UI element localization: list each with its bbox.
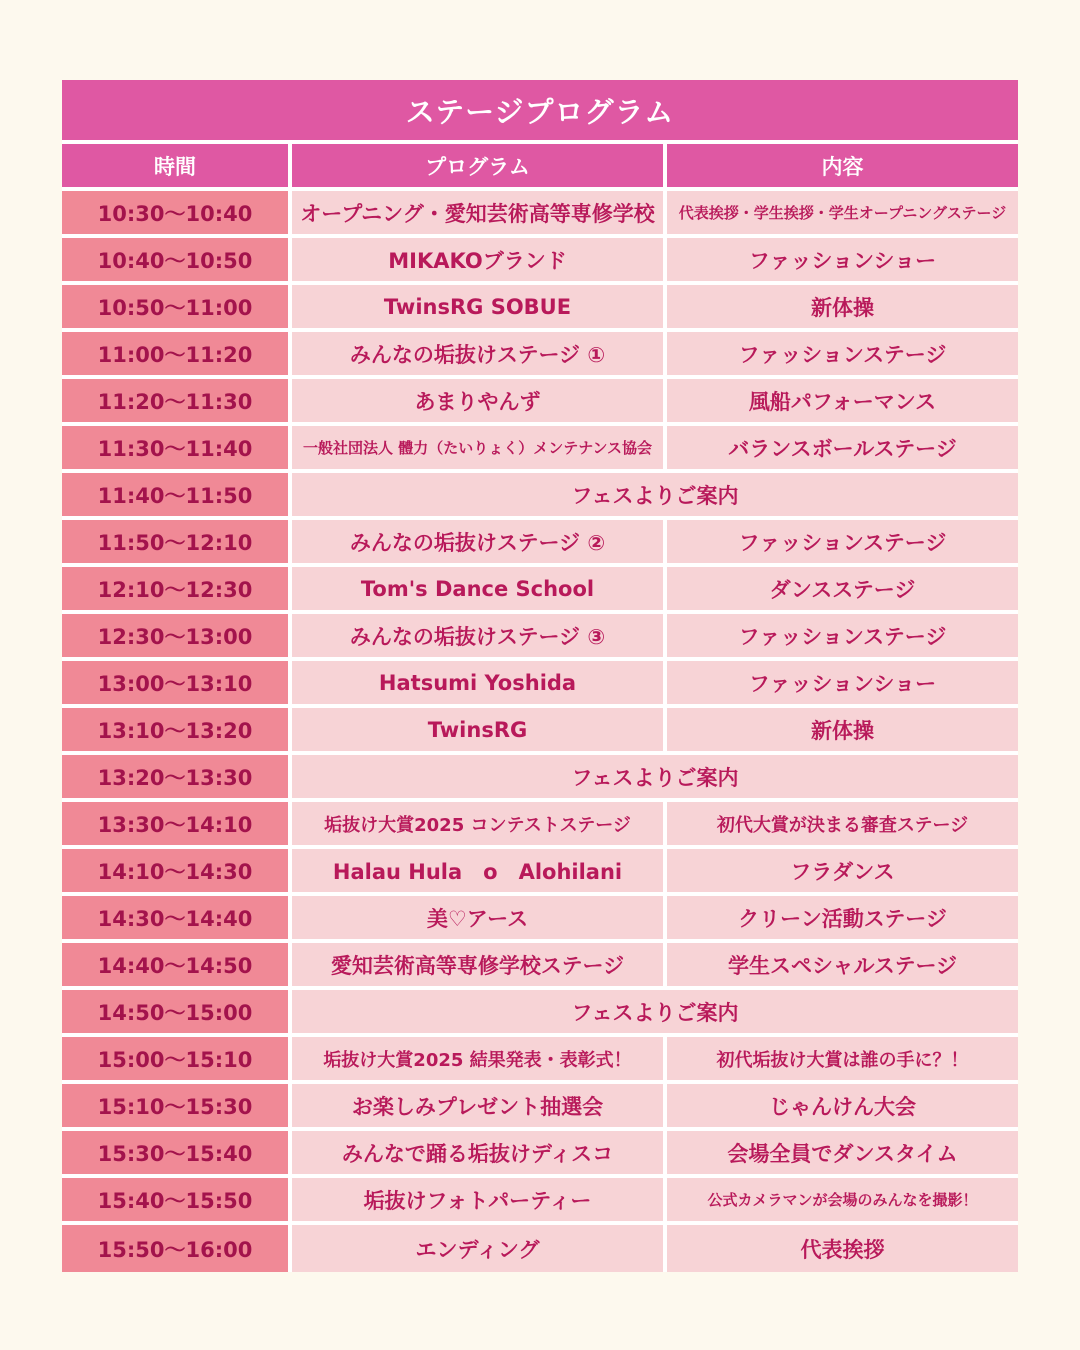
header-content: 内容 <box>667 144 1018 191</box>
table-row <box>62 1037 1018 1084</box>
content-cell: ファッションショー <box>667 238 1018 285</box>
program-cell: オープニング・愛知芸術高等専修学校 <box>292 191 667 238</box>
time-cell: 10:40〜10:50 <box>62 238 292 285</box>
content-cell: 学生スペシャルステージ <box>667 943 1018 990</box>
program-cell: 一般社団法人 體力（たいりょく）メンテナンス協会 <box>292 426 667 473</box>
time-cell: 12:10〜12:30 <box>62 567 292 614</box>
announcement-cell: フェスよりご案内 <box>292 473 1018 520</box>
time-cell: 15:10〜15:30 <box>62 1084 292 1131</box>
time-cell: 15:00〜15:10 <box>62 1037 292 1084</box>
table-row <box>62 332 1018 379</box>
time-cell: 11:30〜11:40 <box>62 426 292 473</box>
table-row <box>62 567 1018 614</box>
time-cell: 14:40〜14:50 <box>62 943 292 990</box>
content-cell: クリーン活動ステージ <box>667 896 1018 943</box>
program-cell: Tom's Dance School <box>292 567 667 614</box>
content-cell: 会場全員でダンスタイム <box>667 1131 1018 1178</box>
time-cell: 13:10〜13:20 <box>62 708 292 755</box>
time-cell: 14:30〜14:40 <box>62 896 292 943</box>
program-cell: 垢抜け大賞2025 結果発表・表彰式！ <box>292 1037 667 1084</box>
table-row <box>62 1225 1018 1272</box>
table-title: ステージプログラム <box>62 80 1018 144</box>
content-cell: バランスボールステージ <box>667 426 1018 473</box>
time-cell: 12:30〜13:00 <box>62 614 292 661</box>
program-cell: MIKAKOブランド <box>292 238 667 285</box>
table-row <box>62 708 1018 755</box>
content-cell: ファッションステージ <box>667 332 1018 379</box>
content-cell: 初代垢抜け大賞は誰の手に？！ <box>667 1037 1018 1084</box>
time-cell: 13:00〜13:10 <box>62 661 292 708</box>
time-cell: 13:20〜13:30 <box>62 755 292 802</box>
program-cell: 美♡アース <box>292 896 667 943</box>
table-row <box>62 661 1018 708</box>
table-row <box>62 238 1018 285</box>
content-cell: 風船パフォーマンス <box>667 379 1018 426</box>
table-row <box>62 802 1018 849</box>
time-cell: 11:50〜12:10 <box>62 520 292 567</box>
table-row <box>62 755 1018 802</box>
table-row <box>62 849 1018 896</box>
table-body <box>62 191 1018 1272</box>
time-cell: 15:30〜15:40 <box>62 1131 292 1178</box>
program-cell: 愛知芸術高等専修学校ステージ <box>292 943 667 990</box>
program-cell: みんなで踊る垢抜けディスコ <box>292 1131 667 1178</box>
content-cell: 新体操 <box>667 285 1018 332</box>
content-cell: ファッションステージ <box>667 520 1018 567</box>
content-cell: ダンスステージ <box>667 567 1018 614</box>
program-cell: みんなの垢抜けステージ ② <box>292 520 667 567</box>
program-cell: あまりやんず <box>292 379 667 426</box>
time-cell: 10:50〜11:00 <box>62 285 292 332</box>
content-cell: 新体操 <box>667 708 1018 755</box>
program-cell: お楽しみプレゼント抽選会 <box>292 1084 667 1131</box>
announcement-cell: フェスよりご案内 <box>292 755 1018 802</box>
program-cell: みんなの垢抜けステージ ③ <box>292 614 667 661</box>
table-row <box>62 379 1018 426</box>
content-cell: 初代大賞が決まる審査ステージ <box>667 802 1018 849</box>
header-time: 時間 <box>62 144 292 191</box>
time-cell: 11:40〜11:50 <box>62 473 292 520</box>
content-cell: じゃんけん大会 <box>667 1084 1018 1131</box>
time-cell: 14:50〜15:00 <box>62 990 292 1037</box>
program-cell: Hatsumi Yoshida <box>292 661 667 708</box>
table-row <box>62 520 1018 567</box>
table-row <box>62 896 1018 943</box>
table-row <box>62 473 1018 520</box>
program-cell: 垢抜け大賞2025 コンテストステージ <box>292 802 667 849</box>
time-cell: 10:30〜10:40 <box>62 191 292 238</box>
table-row <box>62 943 1018 990</box>
program-cell: 垢抜けフォトパーティー <box>292 1178 667 1225</box>
content-cell: ファッションショー <box>667 661 1018 708</box>
table-row <box>62 990 1018 1037</box>
table-row <box>62 1084 1018 1131</box>
table-row <box>62 285 1018 332</box>
stage-program-table <box>62 80 1018 1272</box>
content-cell: 公式カメラマンが会場のみんなを撮影！ <box>667 1178 1018 1225</box>
content-cell: 代表挨拶・学生挨拶・学生オープニングステージ <box>667 191 1018 238</box>
table-row <box>62 1178 1018 1225</box>
time-cell: 14:10〜14:30 <box>62 849 292 896</box>
content-cell: ファッションステージ <box>667 614 1018 661</box>
announcement-cell: フェスよりご案内 <box>292 990 1018 1037</box>
time-cell: 15:40〜15:50 <box>62 1178 292 1225</box>
program-cell: TwinsRG <box>292 708 667 755</box>
time-cell: 11:20〜11:30 <box>62 379 292 426</box>
table-row <box>62 191 1018 238</box>
table-row <box>62 614 1018 661</box>
time-cell: 15:50〜16:00 <box>62 1225 292 1272</box>
program-cell: みんなの垢抜けステージ ① <box>292 332 667 379</box>
table-row <box>62 1131 1018 1178</box>
header-program: プログラム <box>292 144 667 191</box>
table-row <box>62 426 1018 473</box>
time-cell: 11:00〜11:20 <box>62 332 292 379</box>
program-cell: Halau Hula o Alohilani <box>292 849 667 896</box>
content-cell: 代表挨拶 <box>667 1225 1018 1272</box>
program-cell: TwinsRG SOBUE <box>292 285 667 332</box>
content-cell: フラダンス <box>667 849 1018 896</box>
program-cell: エンディング <box>292 1225 667 1272</box>
time-cell: 13:30〜14:10 <box>62 802 292 849</box>
